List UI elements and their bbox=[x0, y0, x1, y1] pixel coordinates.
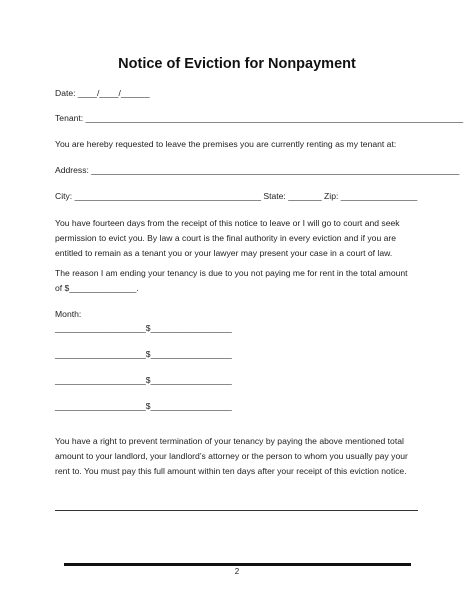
month-label: Month: bbox=[55, 309, 82, 319]
reason-paragraph-line: The reason I am ending your tenancy is due to you not paying me for rent in the total amount bbox=[55, 268, 408, 278]
right-to-cure-line: You have a right to prevent termination of your tenancy by paying the above mentioned total bbox=[55, 436, 404, 446]
notice-paragraph-line: entitled to remain as a tenant you or your lawyer may present your case in a court of law. bbox=[55, 248, 393, 258]
signature-line bbox=[55, 510, 418, 511]
address-line: Address: _____________________________________________________________________________ bbox=[55, 165, 460, 175]
notice-paragraph bbox=[55, 216, 425, 261]
page-number: 2 bbox=[234, 567, 240, 576]
date-line: Date: ____/____/______ bbox=[55, 88, 150, 98]
intro-text: You are hereby requested to leave the premises you are currently renting as my tenant at: bbox=[55, 139, 397, 149]
city-state-zip-line: City: _______________________________________ State: _______ Zip: ________________ bbox=[55, 191, 418, 201]
right-to-cure-paragraph bbox=[55, 434, 425, 479]
month-amount-row: ___________________$_________________ bbox=[55, 401, 232, 411]
reason-paragraph-line: of $______________. bbox=[55, 283, 139, 293]
month-amount-row: ___________________$_________________ bbox=[55, 349, 232, 359]
footer-rule bbox=[64, 563, 411, 566]
month-amount-row: ___________________$_________________ bbox=[55, 375, 232, 385]
notice-paragraph-line: permission to evict you. By law a court is the final authority in every eviction and if you are bbox=[55, 233, 397, 243]
document-title: Notice of Eviction for Nonpayment bbox=[118, 56, 356, 72]
notice-paragraph-line: You have fourteen days from the receipt of this notice to leave or I will go to court and seek bbox=[55, 218, 400, 228]
right-to-cure-line: amount to your landlord, your landlord’s attorney or the person to whom you usually pay your bbox=[55, 451, 408, 461]
month-amount-row: ___________________$_________________ bbox=[55, 323, 232, 333]
tenant-line: Tenant: _______________________________________________________________________________ bbox=[55, 113, 464, 123]
reason-paragraph bbox=[55, 266, 425, 296]
right-to-cure-line: rent to. You must pay this full amount within ten days after your receipt of this eviction notice. bbox=[55, 466, 407, 476]
